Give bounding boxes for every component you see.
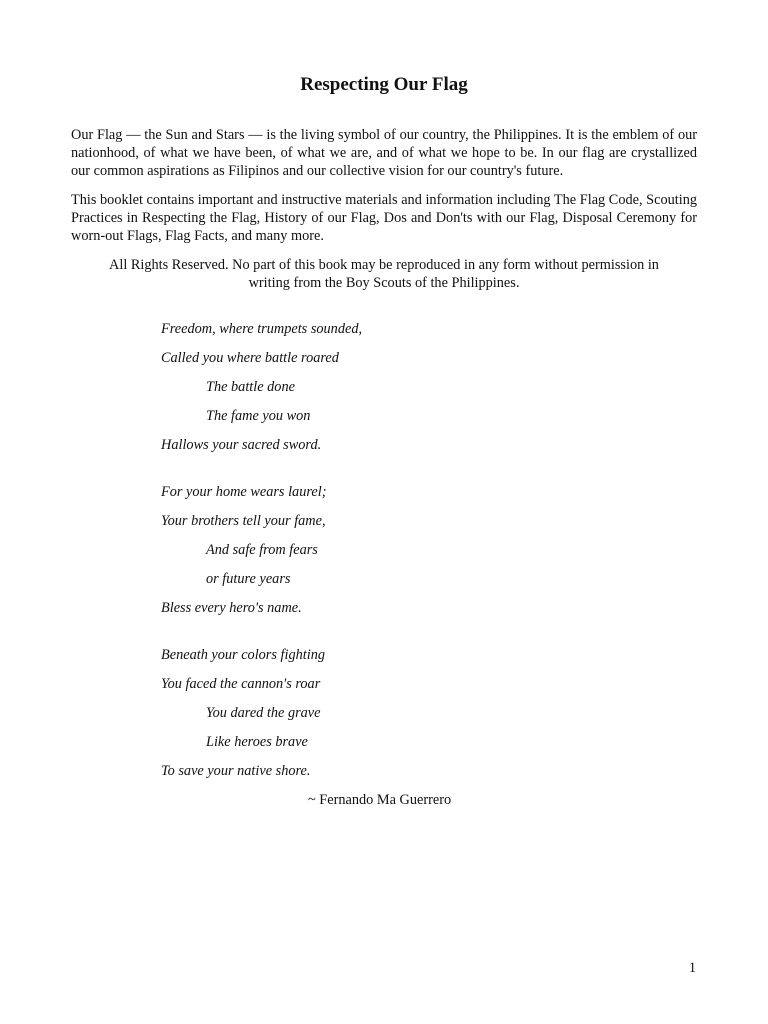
poem-stanza-1 bbox=[161, 320, 611, 465]
poem-line-indented: And safe from fears bbox=[206, 542, 318, 558]
poem-attribution: ~ Fernando Ma Guerrero bbox=[308, 792, 452, 808]
poem-line-indented: The fame you won bbox=[206, 408, 311, 424]
rights-notice: All Rights Reserved. No part of this book may be reproduced in any form without permission in writing from the Boy Scouts of the Philippines. bbox=[109, 257, 659, 291]
poem-line-indented: or future years bbox=[206, 571, 291, 587]
poem bbox=[161, 320, 611, 809]
contents-paragraph: This booklet contains important and instructive materials and information including The Flag Code, Scouting Practices in Respecting the Flag, History of our Flag, Dos and Don'ts with our Flag, Disposal Ceremony for worn-out Flags, Flag Facts, and many more. bbox=[71, 192, 697, 244]
intro-paragraph: Our Flag — the Sun and Stars — is the living symbol of our country, the Philippines. It is the emblem of our nationhood, of what we have been, of what we are, and of what we hope to be. In our flag are crystallized our common aspirations as Filipinos and our collective vision for our country's future. bbox=[71, 127, 697, 179]
poem-stanza-2 bbox=[161, 483, 611, 628]
poem-line: Your brothers tell your fame, bbox=[161, 513, 326, 529]
poem-line-indented: Like heroes brave bbox=[206, 734, 308, 750]
poem-line: For your home wears laurel; bbox=[161, 484, 327, 500]
poem-line-indented: The battle done bbox=[206, 379, 295, 395]
poem-line: Freedom, where trumpets sounded, bbox=[161, 321, 363, 337]
poem-stanza-3 bbox=[161, 646, 611, 791]
page-title: Respecting Our Flag bbox=[300, 74, 468, 95]
page-number: 1 bbox=[688, 960, 696, 976]
poem-line-indented: You dared the grave bbox=[206, 705, 321, 721]
poem-line: To save your native shore. bbox=[161, 763, 311, 779]
poem-line: You faced the cannon's roar bbox=[161, 676, 321, 692]
poem-line: Hallows your sacred sword. bbox=[161, 437, 322, 453]
poem-line: Beneath your colors fighting bbox=[161, 647, 325, 663]
poem-line: Bless every hero's name. bbox=[161, 600, 302, 616]
poem-line: Called you where battle roared bbox=[161, 350, 339, 366]
